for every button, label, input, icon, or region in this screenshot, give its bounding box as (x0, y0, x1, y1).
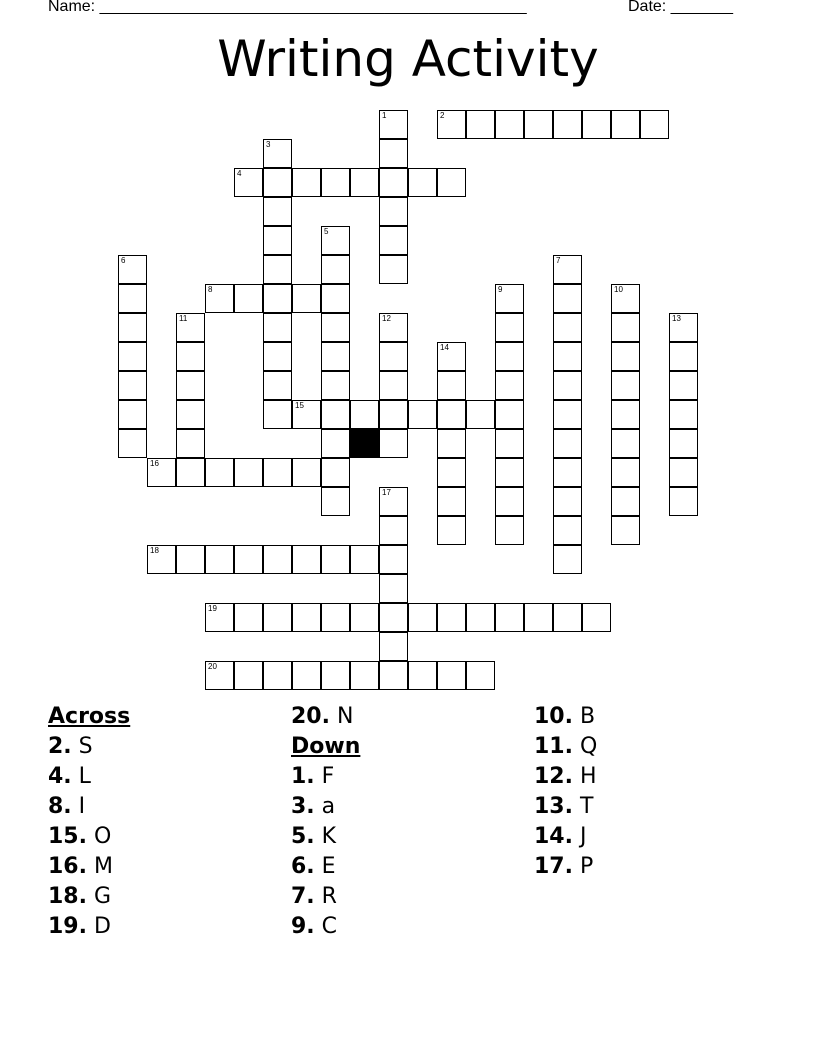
grid-cell[interactable] (234, 458, 263, 487)
cell-number: 18 (150, 546, 159, 555)
grid-cell[interactable] (495, 371, 524, 400)
clue-item (48, 762, 130, 792)
clue-text: B (572, 704, 596, 729)
clue-number: 18. (48, 884, 87, 909)
cell-number: 10 (614, 285, 623, 294)
clue-text: G (86, 884, 112, 909)
clue-item (534, 762, 597, 792)
grid-cell[interactable] (263, 255, 292, 284)
grid-cell[interactable] (176, 458, 205, 487)
clue-text: a (314, 794, 336, 819)
clue-item (534, 792, 597, 822)
grid-cell[interactable] (437, 429, 466, 458)
grid-cell[interactable] (176, 400, 205, 429)
grid-cell[interactable] (350, 661, 379, 690)
grid-cell[interactable] (553, 313, 582, 342)
grid-cell[interactable] (263, 400, 292, 429)
grid-cell[interactable] (553, 458, 582, 487)
grid-cell[interactable] (437, 603, 466, 632)
clue-number: 16. (48, 854, 87, 879)
clue-item (291, 792, 360, 822)
grid-cell[interactable] (350, 603, 379, 632)
grid-cell[interactable] (495, 342, 524, 371)
clue-item (534, 822, 597, 852)
clue-text: Q (572, 734, 598, 759)
clue-number: 20. (291, 704, 330, 729)
grid-cell[interactable] (437, 400, 466, 429)
grid-cell[interactable] (669, 487, 698, 516)
clue-item (291, 702, 360, 732)
cell-number: 8 (208, 285, 213, 294)
clue-text: D (86, 914, 111, 939)
grid-cell[interactable] (321, 313, 350, 342)
clue-number: 5. (291, 824, 315, 849)
grid-cell[interactable] (553, 110, 582, 139)
clue-item (48, 822, 130, 852)
clue-text: K (314, 824, 337, 849)
clue-number: 13. (534, 794, 573, 819)
clue-text: H (572, 764, 597, 789)
clue-text: C (314, 914, 338, 939)
grid-cell[interactable] (379, 429, 408, 458)
clue-text: J (572, 824, 587, 849)
grid-cell[interactable] (321, 458, 350, 487)
grid-cell[interactable] (321, 371, 350, 400)
grid-cell[interactable] (611, 313, 640, 342)
grid-cell[interactable] (379, 545, 408, 574)
grid-cell[interactable] (263, 371, 292, 400)
grid-cell[interactable] (437, 342, 466, 371)
grid-cell[interactable] (669, 371, 698, 400)
grid-cell[interactable] (379, 574, 408, 603)
clue-text: E (314, 854, 336, 879)
grid-cell[interactable] (611, 429, 640, 458)
grid-cell[interactable] (611, 110, 640, 139)
cell-number: 2 (440, 111, 445, 120)
clue-text: O (86, 824, 112, 849)
grid-cell[interactable] (176, 313, 205, 342)
cell-number: 7 (556, 256, 561, 265)
grid-cell[interactable] (379, 661, 408, 690)
grid-cell[interactable] (495, 516, 524, 545)
grid-cell[interactable] (321, 545, 350, 574)
grid-cell[interactable] (495, 110, 524, 139)
grid-cell[interactable] (292, 603, 321, 632)
cell-number: 12 (382, 314, 391, 323)
clue-number: 14. (534, 824, 573, 849)
grid-cell[interactable] (408, 603, 437, 632)
grid-cell[interactable] (350, 400, 379, 429)
grid-cell[interactable] (234, 661, 263, 690)
grid-cell[interactable] (669, 429, 698, 458)
grid-cell[interactable] (263, 342, 292, 371)
clue-item (48, 852, 130, 882)
clue-item (48, 792, 130, 822)
grid-cell[interactable] (495, 429, 524, 458)
grid-cell[interactable] (379, 313, 408, 342)
grid-cell[interactable] (176, 429, 205, 458)
clue-number: 17. (534, 854, 573, 879)
grid-cell[interactable] (118, 342, 147, 371)
grid-cell[interactable] (350, 545, 379, 574)
grid-cell[interactable] (234, 603, 263, 632)
grid-cell[interactable] (379, 371, 408, 400)
grid-cell[interactable] (321, 487, 350, 516)
grid-cell[interactable] (553, 371, 582, 400)
grid-cell[interactable] (147, 545, 176, 574)
grid-cell[interactable] (437, 168, 466, 197)
grid-cell[interactable] (379, 168, 408, 197)
grid-cell[interactable] (582, 110, 611, 139)
cell-number: 14 (440, 343, 449, 352)
grid-cell[interactable] (611, 487, 640, 516)
grid-cell[interactable] (669, 342, 698, 371)
grid-cell[interactable] (263, 197, 292, 226)
grid-cell[interactable] (263, 313, 292, 342)
cell-number: 5 (324, 227, 329, 236)
clue-text: L (71, 764, 91, 789)
grid-cell[interactable] (553, 429, 582, 458)
grid-cell[interactable] (234, 168, 263, 197)
cell-number: 20 (208, 662, 217, 671)
clue-item (534, 852, 597, 882)
grid-cell[interactable] (321, 342, 350, 371)
grid-cell[interactable] (379, 139, 408, 168)
clue-heading: Down (291, 734, 361, 759)
clue-text: I (71, 794, 86, 819)
grid-cell[interactable] (553, 284, 582, 313)
grid-cell[interactable] (292, 458, 321, 487)
cell-number: 16 (150, 459, 159, 468)
clue-text: R (314, 884, 337, 909)
grid-cell[interactable] (553, 255, 582, 284)
clue-item (291, 912, 360, 942)
grid-cell[interactable] (669, 400, 698, 429)
clue-item (48, 732, 130, 762)
grid-cell[interactable] (466, 400, 495, 429)
grid-cell[interactable] (205, 458, 234, 487)
grid-cell[interactable] (495, 603, 524, 632)
clue-number: 19. (48, 914, 87, 939)
grid-cell[interactable] (205, 284, 234, 313)
clue-text: T (572, 794, 594, 819)
grid-cell[interactable] (263, 226, 292, 255)
clue-item (48, 912, 130, 942)
grid-cell[interactable] (234, 284, 263, 313)
grid-cell[interactable] (292, 400, 321, 429)
clue-item (291, 852, 360, 882)
grid-cell[interactable] (466, 661, 495, 690)
cell-number: 13 (672, 314, 681, 323)
clue-number: 11. (534, 734, 573, 759)
grid-cell[interactable] (582, 603, 611, 632)
clue-text: M (86, 854, 113, 879)
grid-cell[interactable] (495, 487, 524, 516)
grid-cell[interactable] (553, 400, 582, 429)
name-line: Name: ________________________________________________ (48, 0, 527, 15)
grid-cell[interactable] (118, 429, 147, 458)
clue-number: 4. (48, 764, 72, 789)
grid-cell[interactable] (147, 458, 176, 487)
clue-item (291, 822, 360, 852)
grid-cell[interactable] (263, 168, 292, 197)
grid-cell[interactable] (379, 400, 408, 429)
grid-cell[interactable] (379, 226, 408, 255)
clue-number: 9. (291, 914, 315, 939)
clue-item (291, 882, 360, 912)
clue-heading: Across (48, 704, 131, 729)
grid-cell[interactable] (234, 545, 263, 574)
grid-cell[interactable] (495, 400, 524, 429)
grid-cell[interactable] (495, 458, 524, 487)
cell-number: 1 (382, 111, 387, 120)
grid-cell[interactable] (205, 545, 234, 574)
clue-item (291, 762, 360, 792)
grid-cell[interactable] (611, 371, 640, 400)
grid-cell[interactable] (118, 371, 147, 400)
grid-cell[interactable] (205, 661, 234, 690)
grid-cell[interactable] (553, 603, 582, 632)
grid-cell[interactable] (379, 255, 408, 284)
grid-cell[interactable] (437, 487, 466, 516)
grid-cell[interactable] (466, 603, 495, 632)
grid-cell[interactable] (321, 429, 350, 458)
grid-cell[interactable] (321, 255, 350, 284)
cell-number: 19 (208, 604, 217, 613)
grid-cell[interactable] (611, 516, 640, 545)
clue-text: F (314, 764, 335, 789)
clue-text: S (71, 734, 93, 759)
grid-cell[interactable] (321, 661, 350, 690)
grid-cell[interactable] (118, 284, 147, 313)
grid-cell[interactable] (437, 516, 466, 545)
grid-cell[interactable] (176, 342, 205, 371)
clue-number: 2. (48, 734, 72, 759)
grid-cell[interactable] (524, 603, 553, 632)
clue-item (48, 882, 130, 912)
grid-cell[interactable] (408, 168, 437, 197)
grid-cell[interactable] (321, 400, 350, 429)
cell-number: 11 (179, 314, 188, 323)
clue-number: 8. (48, 794, 72, 819)
cell-number: 6 (121, 256, 126, 265)
grid-cell[interactable] (263, 458, 292, 487)
grid-cell[interactable] (437, 458, 466, 487)
grid-cell[interactable] (553, 545, 582, 574)
grid-cell[interactable] (292, 168, 321, 197)
page-title: Writing Activity (217, 30, 599, 88)
cell-number: 15 (295, 401, 304, 410)
grid-cell[interactable] (350, 168, 379, 197)
grid-cell[interactable] (495, 284, 524, 313)
grid-cell[interactable] (553, 342, 582, 371)
clue-number: 3. (291, 794, 315, 819)
grid-cell[interactable] (292, 661, 321, 690)
grid-cell[interactable] (408, 661, 437, 690)
clue-column-3 (534, 702, 597, 882)
grid-cell[interactable] (379, 487, 408, 516)
grid-cell[interactable] (118, 255, 147, 284)
grid-cell[interactable] (379, 342, 408, 371)
grid-cell[interactable] (321, 226, 350, 255)
grid-cell[interactable] (263, 661, 292, 690)
grid-cell[interactable] (321, 603, 350, 632)
clue-number: 7. (291, 884, 315, 909)
clue-number: 10. (534, 704, 573, 729)
grid-cell[interactable] (437, 661, 466, 690)
grid-cell[interactable] (118, 400, 147, 429)
grid-cell[interactable] (321, 284, 350, 313)
grid-cell[interactable] (524, 110, 553, 139)
grid-cell[interactable] (466, 110, 495, 139)
grid-cell[interactable] (292, 284, 321, 313)
grid-cell[interactable] (669, 458, 698, 487)
clue-column-1 (48, 702, 130, 942)
clue-text: N (329, 704, 354, 729)
clue-number: 6. (291, 854, 315, 879)
grid-cell[interactable] (669, 313, 698, 342)
grid-cell[interactable] (611, 458, 640, 487)
clue-number: 12. (534, 764, 573, 789)
clue-number: 15. (48, 824, 87, 849)
grid-cell[interactable] (321, 168, 350, 197)
grid-cell[interactable] (118, 313, 147, 342)
grid-cell[interactable] (205, 603, 234, 632)
grid-cell[interactable] (611, 400, 640, 429)
grid-cell[interactable] (176, 545, 205, 574)
grid-cell[interactable] (611, 342, 640, 371)
grid-cell[interactable] (379, 197, 408, 226)
cell-number: 3 (266, 140, 271, 149)
grid-cell[interactable] (379, 603, 408, 632)
grid-cell[interactable] (437, 110, 466, 139)
grid-cell[interactable] (408, 400, 437, 429)
grid-cell[interactable] (263, 545, 292, 574)
grid-cell[interactable] (379, 110, 408, 139)
clue-item (534, 702, 597, 732)
black-square (350, 429, 379, 458)
cell-number: 9 (498, 285, 503, 294)
grid-cell[interactable] (379, 632, 408, 661)
grid-cell[interactable] (553, 516, 582, 545)
grid-cell[interactable] (263, 139, 292, 168)
grid-cell[interactable] (553, 487, 582, 516)
cell-number: 4 (237, 169, 242, 178)
grid-cell[interactable] (495, 313, 524, 342)
clue-item (534, 732, 597, 762)
clue-column-2 (291, 702, 360, 942)
grid-cell[interactable] (263, 603, 292, 632)
grid-cell[interactable] (640, 110, 669, 139)
date-line: Date: _______ (628, 0, 733, 15)
grid-cell[interactable] (263, 284, 292, 313)
cell-number: 17 (382, 488, 391, 497)
clue-number: 1. (291, 764, 315, 789)
grid-cell[interactable] (379, 516, 408, 545)
grid-cell[interactable] (437, 371, 466, 400)
grid-cell[interactable] (176, 371, 205, 400)
grid-cell[interactable] (292, 545, 321, 574)
grid-cell[interactable] (611, 284, 640, 313)
clue-text: P (572, 854, 594, 879)
